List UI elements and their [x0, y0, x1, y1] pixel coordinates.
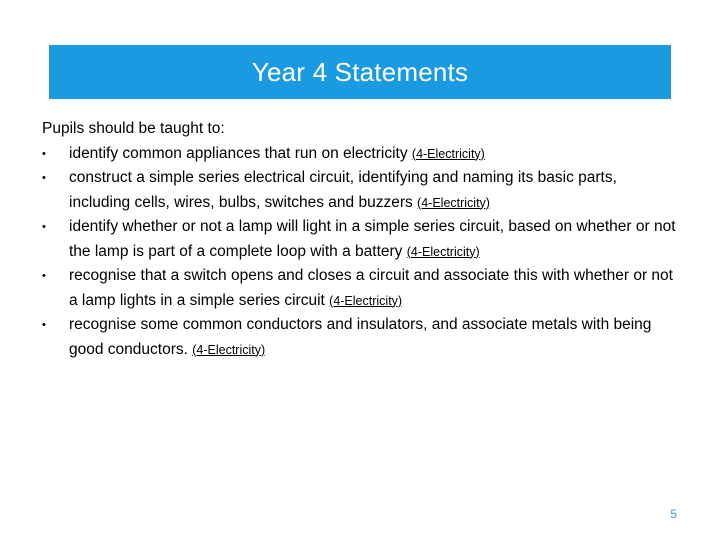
page-number: 5 [670, 507, 677, 521]
statement-ref-link[interactable]: (4-Electricity) [329, 293, 403, 308]
statement-item [42, 264, 682, 313]
statement-item [42, 215, 682, 264]
statement-item [42, 313, 682, 362]
bullet-icon: • [42, 172, 46, 184]
statement-item [42, 166, 682, 215]
statement-text: recognise some common conductors and insulators, and associate metals with being good conductors. [69, 316, 652, 358]
intro-text: Pupils should be taught to: [42, 120, 225, 137]
statement-ref-link[interactable]: (4-Electricity) [406, 244, 480, 259]
statement-text: identify common appliances that run on electricity [69, 144, 412, 162]
statement-ref-link[interactable]: (4-Electricity) [417, 195, 490, 210]
statement-text: recognise that a switch opens and closes a circuit and associate this with whether or not a lamp lights in a simple series circuit [69, 267, 673, 309]
statement-text: identify whether or not a lamp will light in a simple series circuit, based on whether or not the lamp is part of a complete loop with a battery [69, 218, 676, 260]
slide-title: Year 4 Statements [251, 56, 469, 87]
statement-ref-link[interactable]: (4-Electricity) [411, 146, 485, 161]
statement-item [42, 142, 682, 167]
statement-list [42, 142, 682, 363]
statement-text: construct a simple series electrical circuit, identifying and naming its basic parts, including cells, wires, bulbs, switches and buzzers [69, 169, 617, 211]
bullet-icon: • [42, 221, 46, 233]
bullet-icon: • [42, 270, 46, 282]
slide-content [42, 117, 682, 362]
statement-ref-link[interactable]: (4-Electricity) [192, 342, 266, 357]
bullet-icon: • [42, 319, 46, 331]
bullet-icon: • [42, 147, 46, 160]
title-bar [49, 45, 671, 99]
